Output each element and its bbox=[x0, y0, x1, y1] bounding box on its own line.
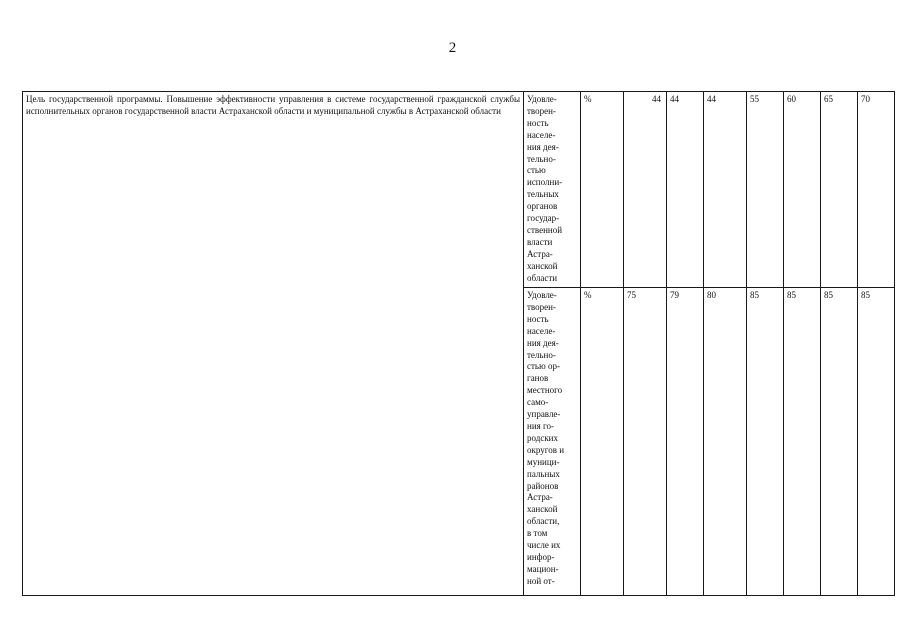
value-cell: 75 bbox=[624, 288, 667, 596]
value-cell: 85 bbox=[858, 288, 895, 596]
indicator-line: само- bbox=[527, 397, 549, 408]
indicator-line: районов bbox=[527, 480, 559, 491]
indicator-line: населе- bbox=[527, 325, 556, 336]
indicator-cell bbox=[524, 92, 581, 288]
value-cell: 85 bbox=[747, 288, 784, 596]
indicator-line: ной от- bbox=[527, 575, 555, 586]
indicator-line: области bbox=[527, 272, 558, 283]
value-cell: 70 bbox=[858, 92, 895, 288]
indicator-line: Удовле- bbox=[527, 290, 557, 300]
table-row bbox=[23, 92, 895, 288]
indicator-line: в том bbox=[527, 528, 548, 539]
indicator-line: округов и bbox=[527, 444, 565, 455]
value-cell: 44 bbox=[704, 92, 747, 288]
indicator-line: власти bbox=[527, 236, 553, 247]
value-cell: 44 bbox=[624, 92, 667, 288]
indicator-line: стью ор- bbox=[527, 361, 561, 372]
indicator-line: исполни- bbox=[527, 177, 563, 188]
indicator-line: населе- bbox=[527, 129, 556, 140]
indicator-table bbox=[22, 91, 895, 596]
indicator-line: ственной bbox=[527, 224, 563, 235]
indicator-line: муници- bbox=[527, 456, 560, 467]
indicator-text bbox=[527, 94, 577, 285]
indicator-line: управле- bbox=[527, 409, 561, 420]
indicator-line: государ- bbox=[527, 213, 560, 224]
indicator-line: ханской bbox=[527, 504, 558, 515]
value-cell: 60 bbox=[784, 92, 821, 288]
indicator-line: ность bbox=[527, 313, 549, 324]
value-cell: 55 bbox=[747, 92, 784, 288]
value-cell: 65 bbox=[821, 92, 858, 288]
unit-cell: % bbox=[581, 92, 624, 288]
indicator-line: ханской bbox=[527, 260, 558, 271]
page-number: 2 bbox=[448, 40, 457, 56]
value-cell: 80 bbox=[704, 288, 747, 596]
program-goal-cell: Цель государственной программы. Повышение эффективности управления в системе государственной гражданской службы исполнительных органов государственной власти Астраханской области и муниципальной службы в Астраханской области bbox=[23, 92, 524, 596]
indicator-line: ния дея- bbox=[527, 337, 559, 348]
indicator-line: органов bbox=[527, 201, 558, 212]
indicator-line: ность bbox=[527, 117, 549, 128]
unit-cell: % bbox=[581, 288, 624, 596]
indicator-line: родских bbox=[527, 432, 559, 443]
indicator-line: тельных bbox=[527, 189, 559, 200]
value-cell: 44 bbox=[667, 92, 704, 288]
indicator-line: творен- bbox=[527, 105, 556, 116]
indicator-line: пальных bbox=[527, 468, 560, 479]
indicator-line: области, bbox=[527, 516, 560, 527]
indicator-line: Астра- bbox=[527, 248, 553, 259]
indicator-line: ния го- bbox=[527, 420, 554, 431]
value-cell: 85 bbox=[821, 288, 858, 596]
indicator-line: местного bbox=[527, 385, 563, 396]
value-cell: 85 bbox=[784, 288, 821, 596]
indicator-line: Астра- bbox=[527, 492, 553, 503]
indicator-line: числе их bbox=[527, 540, 561, 551]
indicator-line: инфор- bbox=[527, 551, 555, 562]
indicator-line: мацион- bbox=[527, 563, 559, 574]
value-cell: 79 bbox=[667, 288, 704, 596]
indicator-line: тельно- bbox=[527, 349, 556, 360]
indicator-line: ганов bbox=[527, 373, 549, 384]
indicator-line: творен- bbox=[527, 301, 556, 312]
indicator-line: стью bbox=[527, 165, 546, 176]
indicator-line: тельно- bbox=[527, 153, 556, 164]
indicator-line: Удовле- bbox=[527, 94, 557, 104]
indicator-cell bbox=[524, 288, 581, 596]
indicator-text bbox=[527, 290, 577, 592]
indicator-line: ния дея- bbox=[527, 141, 559, 152]
